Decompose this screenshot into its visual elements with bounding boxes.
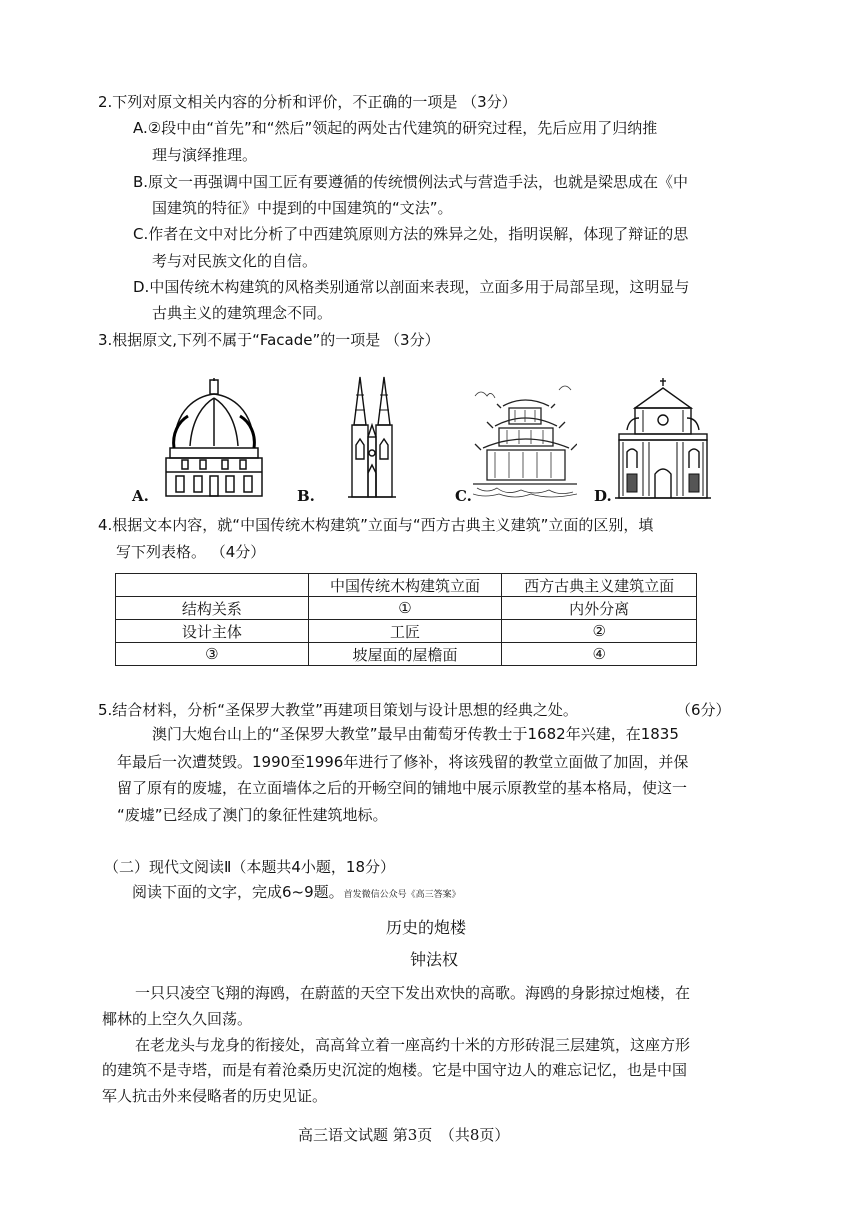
q3-option-d-label: D. xyxy=(594,487,612,505)
watermark-text: 首发微信公众号《高三答案》 xyxy=(343,890,461,900)
q2-option-b-line2: 国建筑的特征》中提到的中国建筑的“文法”。 xyxy=(152,199,453,217)
article-paragraph2-line3: 军人抗击外来侵略者的历史见证。 xyxy=(102,1087,328,1105)
table-header-row xyxy=(116,574,697,597)
q3-option-a-label: A. xyxy=(132,487,149,505)
article-paragraph2-line2: 的建筑不是寺塔，而是有着沧桑历史沉淀的炮楼。它是中国守边人的难忘记忆，也是中国 xyxy=(102,1061,688,1079)
article-paragraph1-line2: 椰林的上空久久回荡。 xyxy=(102,1010,253,1028)
table-cell: 设计主体 xyxy=(116,620,309,643)
q2-option-d-line2: 古典主义的建筑理念不同。 xyxy=(152,304,333,322)
article-paragraph1-line1: 一只只凌空飞翔的海鸥，在蔚蓝的天空下发出欢快的高歌。海鸥的身影掠过炮楼，在 xyxy=(135,984,691,1002)
table-row xyxy=(116,620,697,643)
table-cell: ③ xyxy=(116,643,309,666)
q2-option-a-line2: 理与演绎推理。 xyxy=(152,146,258,164)
q2-stem: 2.下列对原文相关内容的分析和评价，不正确的一项是 （3分） xyxy=(98,93,517,111)
section-instruction xyxy=(132,882,461,905)
q5-material-line4: “废墟”已经成了澳门的象征性建筑地标。 xyxy=(117,806,388,824)
q2-option-b-line1: B.原文一再强调中国工匠有要遵循的传统惯例法式与营造手法，也就是梁思成在《中 xyxy=(133,173,689,191)
baroque-facade-icon xyxy=(615,378,711,502)
page-footer: 高三语文试题 第3页 （共8页） xyxy=(298,1126,510,1144)
q4-stem-line2: 写下列表格。 （4分） xyxy=(116,543,266,561)
twin-spire-church-icon xyxy=(346,375,398,499)
q5-material-line2: 年最后一次遭焚毁。1990至1996年进行了修补，将该残留的教堂立面做了加固，并保 xyxy=(117,753,689,771)
q3-option-b-label: B. xyxy=(297,487,315,505)
table-cell: ④ xyxy=(502,643,697,666)
q2-option-d-line1: D.中国传统木构建筑的风格类别通常以剖面来表现，立面多用于局部呈现，这明显与 xyxy=(133,278,690,296)
table-cell: 坡屋面的屋檐面 xyxy=(308,643,502,666)
q5-material-line1: 澳门大炮台山上的“圣保罗大教堂”最早由葡萄牙传教士于1682年兴建，在1835 xyxy=(152,725,679,743)
article-title: 历史的炮楼 xyxy=(386,918,467,937)
dome-cathedral-icon xyxy=(160,378,268,500)
q3-stem: 3.根据原文,下列不属于“Facade”的一项是 （3分） xyxy=(98,331,440,349)
q2-option-c-line2: 考与对民族文化的自信。 xyxy=(152,252,318,270)
section-title: （二）现代文阅读Ⅱ（本题共4小题，18分） xyxy=(104,858,396,876)
table-cell: 结构关系 xyxy=(116,597,309,620)
article-author: 钟法权 xyxy=(410,950,459,969)
q3-option-c-label: C. xyxy=(455,487,472,505)
table-row xyxy=(116,597,697,620)
table-header-cell xyxy=(116,574,309,597)
chinese-pavilion-icon xyxy=(473,376,577,500)
q2-option-c-line1: C.作者在文中对比分析了中西建筑原则方法的殊异之处，指明误解，体现了辩证的思 xyxy=(133,225,689,243)
q5-material-line3: 留了原有的废墟，在立面墙体之后的开畅空间的铺地中展示原教堂的基本格局，使这一 xyxy=(117,779,688,797)
q5-score: （6分） xyxy=(676,701,731,719)
instruction-text: 阅读下面的文字，完成6~9题。 xyxy=(132,883,344,901)
q5-stem: 5.结合材料，分析“圣保罗大教堂”再建项目策划与设计思想的经典之处。 xyxy=(98,701,578,719)
q2-option-a-line1: A.②段中由“首先”和“然后”领起的两处古代建筑的研究过程，先后应用了归纳推 xyxy=(133,119,658,137)
comparison-table xyxy=(115,573,697,666)
q4-stem-line1: 4.根据文本内容，就“中国传统木构建筑”立面与“西方古典主义建筑”立面的区别，填 xyxy=(98,516,654,534)
table-row xyxy=(116,643,697,666)
table-cell: ② xyxy=(502,620,697,643)
table-cell: 内外分离 xyxy=(502,597,697,620)
table-header-cell: 西方古典主义建筑立面 xyxy=(502,574,697,597)
table-header-cell: 中国传统木构建筑立面 xyxy=(308,574,502,597)
article-paragraph2-line1: 在老龙头与龙身的衔接处，高高耸立着一座高约十米的方形砖混三层建筑，这座方形 xyxy=(135,1036,691,1054)
table-cell: ① xyxy=(308,597,502,620)
table-cell: 工匠 xyxy=(308,620,502,643)
